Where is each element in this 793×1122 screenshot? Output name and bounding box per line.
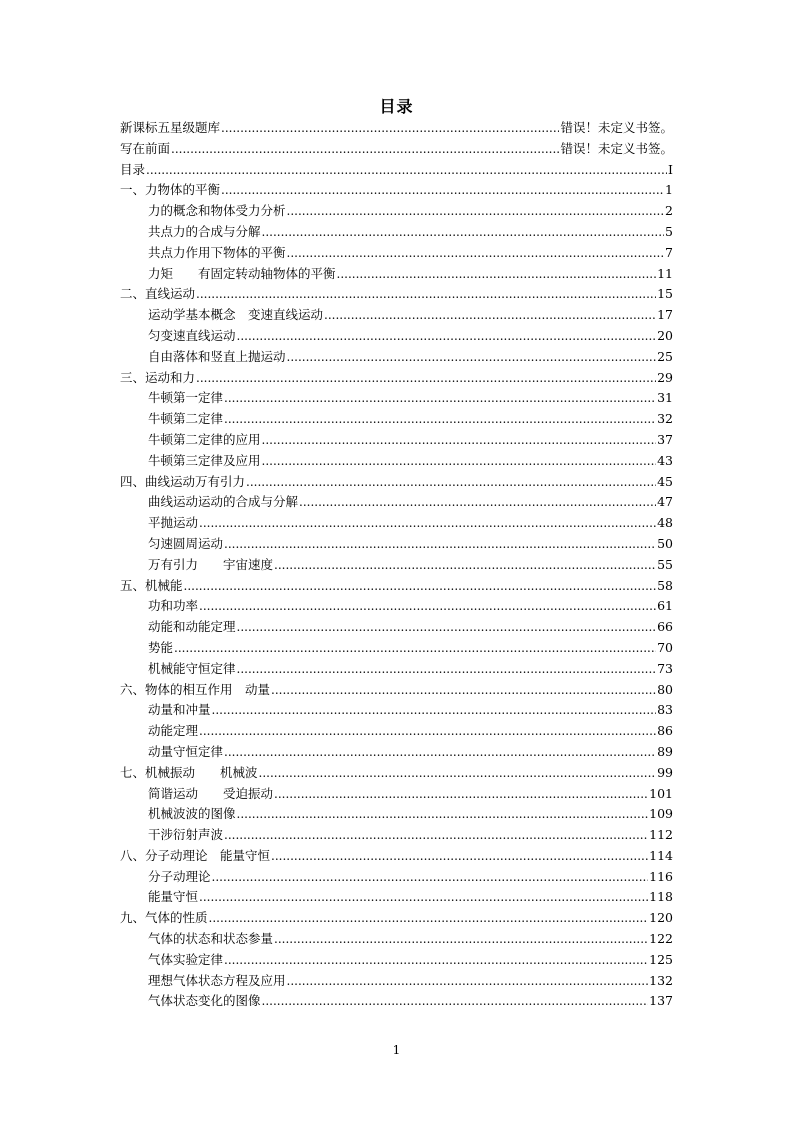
toc-entry-title: 牛顿第二定律的应用 [148, 431, 261, 447]
dot-leader [271, 846, 648, 867]
toc-section-entry[interactable] [120, 201, 673, 222]
toc-chapter-entry[interactable] [120, 763, 673, 784]
toc-entry-title: 力的概念和物体受力分析 [148, 203, 286, 219]
toc-entry-page: 120 [649, 910, 673, 926]
dot-leader [199, 513, 656, 534]
toc-entry-title: 新课标五星级题库 [120, 120, 221, 135]
dot-leader [246, 472, 656, 493]
toc-entry-title: 气体状态变化的图像 [148, 993, 261, 1009]
toc-section-entry[interactable] [120, 950, 673, 971]
toc-entry-title: 平抛运动 [148, 515, 199, 531]
toc-entry-title: 气体实验定律 [148, 951, 224, 967]
dot-leader [224, 409, 656, 430]
dot-leader [221, 118, 559, 139]
dot-leader [224, 950, 648, 971]
toc-entry-page: 7 [665, 244, 673, 260]
dot-leader [184, 576, 657, 597]
toc-section-entry[interactable] [120, 638, 673, 659]
toc-entry-page: 29 [657, 369, 673, 385]
toc-entry-title: 简谐运动 受迫振动 [148, 785, 274, 801]
dot-leader [224, 534, 656, 555]
toc-chapter-entry[interactable] [120, 284, 673, 305]
toc-entry-page: 86 [657, 723, 673, 739]
toc-section-entry[interactable] [120, 555, 673, 576]
toc-section-entry[interactable] [120, 659, 673, 680]
dot-leader [146, 160, 667, 181]
toc-section-entry[interactable] [120, 617, 673, 638]
toc-entry-title: 势能 [148, 639, 174, 655]
toc-entry-page: 48 [657, 515, 673, 531]
toc-entry-title: 曲线运动运动的合成与分解 [148, 494, 299, 510]
toc-entry-page: 2 [665, 203, 673, 219]
toc-chapter-entry[interactable] [120, 118, 673, 139]
dot-leader [287, 347, 657, 368]
toc-section-entry[interactable] [120, 784, 673, 805]
dot-leader [209, 908, 649, 929]
toc-section-entry[interactable] [120, 867, 673, 888]
dot-leader [262, 430, 657, 451]
toc-entry-page: 错误！未定义书签。 [560, 120, 673, 135]
toc-entry-title: 二、直线运动 [120, 286, 196, 302]
dot-leader [262, 222, 665, 243]
dot-leader [287, 243, 665, 264]
dot-leader [237, 326, 657, 347]
toc-entry-page: 错误！未定义书签。 [560, 140, 673, 156]
dot-leader [324, 305, 656, 326]
toc-entry-page: 61 [657, 598, 673, 614]
toc-entry-title: 动量和冲量 [148, 702, 211, 718]
toc-entry-page: 132 [649, 972, 673, 988]
toc-entry-page: 32 [657, 411, 673, 427]
toc-entry-page: 31 [657, 390, 673, 406]
toc-section-entry[interactable] [120, 451, 673, 472]
toc-section-entry[interactable] [120, 721, 673, 742]
toc-entry-page: 70 [657, 639, 673, 655]
toc-chapter-entry[interactable] [120, 368, 673, 389]
toc-entry-title: 牛顿第二定律 [148, 411, 224, 427]
toc-section-entry[interactable] [120, 929, 673, 950]
toc-entry-page: 99 [657, 764, 673, 780]
toc-entry-page: 80 [657, 681, 673, 697]
toc-entry-title: 力矩 有固定转动轴物体的平衡 [148, 265, 336, 281]
toc-entry-page: 50 [657, 535, 673, 551]
toc-entry-page: 122 [649, 931, 673, 947]
toc-entry-page: 17 [657, 307, 673, 323]
toc-entry-title: 运动学基本概念 变速直线运动 [148, 307, 324, 323]
toc-entry-title: 机械波波的图像 [148, 806, 236, 822]
dot-leader [171, 139, 559, 160]
toc-section-entry[interactable] [120, 804, 673, 825]
toc-entry-title: 牛顿第一定律 [148, 390, 224, 406]
toc-entry-title: 功和功率 [148, 598, 199, 614]
toc-entry-title: 共点力作用下物体的平衡 [148, 244, 286, 260]
toc-entry-title: 能量守恒 [148, 889, 199, 905]
toc-entry-page: 101 [649, 785, 673, 801]
toc-section-entry[interactable] [120, 534, 673, 555]
toc-entry-page: 112 [649, 827, 673, 843]
dot-leader [196, 368, 656, 389]
toc-entry-page: 25 [657, 348, 673, 364]
toc-section-entry[interactable] [120, 222, 673, 243]
dot-leader [262, 991, 649, 1012]
toc-section-entry[interactable] [120, 347, 673, 368]
dot-leader [196, 284, 656, 305]
toc-entry-title: 牛顿第三定律及应用 [148, 452, 261, 468]
dot-leader [274, 929, 648, 950]
toc-section-entry[interactable] [120, 388, 673, 409]
toc-entry-title: 自由落体和竖直上抛运动 [148, 348, 286, 364]
toc-entry-page: 118 [649, 889, 673, 905]
toc-entry-title: 理想气体状态方程及应用 [148, 972, 286, 988]
dot-leader [274, 555, 656, 576]
dot-leader [287, 971, 649, 992]
toc-entry-title: 九、气体的性质 [120, 910, 208, 926]
toc-section-entry[interactable] [120, 305, 673, 326]
toc-entry-title: 动能和动能定理 [148, 619, 236, 635]
dot-leader [199, 721, 656, 742]
toc-entry-page: 109 [649, 806, 673, 822]
toc-entry-page: 43 [657, 452, 673, 468]
toc-section-entry[interactable] [120, 430, 673, 451]
toc-chapter-entry[interactable] [120, 576, 673, 597]
toc-entry-title: 动量守恒定律 [148, 743, 224, 759]
page-number: 1 [392, 1043, 401, 1057]
toc-section-entry[interactable] [120, 492, 673, 513]
dot-leader [274, 784, 648, 805]
dot-leader [259, 763, 657, 784]
toc-section-entry[interactable] [120, 991, 673, 1012]
toc-entry-title: 万有引力 宇宙速度 [148, 556, 274, 572]
dot-leader [262, 451, 657, 472]
dot-leader [337, 264, 657, 285]
toc-entry-title: 三、运动和力 [120, 369, 196, 385]
toc-chapter-entry[interactable] [120, 908, 673, 929]
dot-leader [237, 617, 657, 638]
dot-leader [174, 638, 656, 659]
toc-entry-page: I [668, 161, 673, 177]
dot-leader [212, 700, 657, 721]
toc-entry-title: 目录 [120, 161, 146, 177]
toc-entry-page: 1 [665, 182, 673, 198]
toc-section-entry[interactable] [120, 243, 673, 264]
dot-leader [287, 201, 665, 222]
toc-entry-title: 五、机械能 [120, 577, 183, 593]
toc-section-entry[interactable] [120, 700, 673, 721]
toc-section-entry[interactable] [120, 742, 673, 763]
toc-entry-page: 55 [657, 556, 673, 572]
toc-entry-title: 写在前面 [120, 140, 171, 156]
toc-entry-title: 动能定理 [148, 723, 199, 739]
dot-leader [212, 867, 649, 888]
toc-chapter-entry[interactable] [120, 680, 673, 701]
toc-entry-page: 73 [657, 660, 673, 676]
dot-leader [199, 887, 648, 908]
toc-section-entry[interactable] [120, 409, 673, 430]
toc-entry-page: 37 [657, 431, 673, 447]
toc-entry-title: 机械能守恒定律 [148, 660, 236, 676]
toc-title: 目录 [379, 97, 414, 116]
toc-entry-title: 八、分子动理论 能量守恒 [120, 847, 271, 863]
toc-section-entry[interactable] [120, 825, 673, 846]
toc-section-entry[interactable] [120, 513, 673, 534]
toc-entry-page: 137 [649, 993, 673, 1009]
toc-entry-page: 125 [649, 951, 673, 967]
toc-entry-title: 共点力的合成与分解 [148, 223, 261, 239]
dot-leader [237, 659, 657, 680]
toc-entry-page: 58 [657, 577, 673, 593]
toc-entry-title: 一、力物体的平衡 [120, 182, 221, 198]
dot-leader [299, 492, 656, 513]
toc-chapter-entry[interactable] [120, 160, 673, 181]
toc-entry-page: 83 [657, 702, 673, 718]
dot-leader [221, 180, 664, 201]
toc-entry-page: 116 [649, 868, 673, 884]
toc-section-entry[interactable] [120, 971, 673, 992]
toc-entry-title: 六、物体的相互作用 动量 [120, 681, 271, 697]
toc-entry-page: 66 [657, 619, 673, 635]
toc-entry-page: 5 [665, 223, 673, 239]
toc-entry-title: 气体的状态和状态参量 [148, 931, 274, 947]
toc-entry-page: 20 [657, 327, 673, 343]
dot-leader [224, 742, 656, 763]
toc-section-entry[interactable] [120, 596, 673, 617]
toc-section-entry[interactable] [120, 264, 673, 285]
dot-leader [237, 804, 649, 825]
toc-entry-page: 89 [657, 743, 673, 759]
toc-entry-page: 114 [649, 847, 673, 863]
dot-leader [224, 825, 648, 846]
table-of-contents [120, 118, 673, 1012]
toc-chapter-entry[interactable] [120, 139, 673, 160]
toc-entry-title: 干涉衍射声波 [148, 827, 224, 843]
toc-chapter-entry[interactable] [120, 846, 673, 867]
toc-entry-page: 11 [657, 265, 673, 281]
toc-entry-page: 45 [657, 473, 673, 489]
dot-leader [271, 680, 656, 701]
toc-entry-title: 分子动理论 [148, 868, 211, 884]
toc-section-entry[interactable] [120, 887, 673, 908]
toc-section-entry[interactable] [120, 326, 673, 347]
toc-entry-title: 匀速圆周运动 [148, 535, 224, 551]
toc-entry-title: 匀变速直线运动 [148, 327, 236, 343]
toc-chapter-entry[interactable] [120, 472, 673, 493]
toc-entry-title: 七、机械振动 机械波 [120, 764, 258, 780]
toc-entry-page: 15 [657, 286, 673, 302]
dot-leader [199, 596, 656, 617]
dot-leader [224, 388, 656, 409]
toc-chapter-entry[interactable] [120, 180, 673, 201]
toc-entry-title: 四、曲线运动万有引力 [120, 473, 246, 489]
toc-entry-page: 47 [657, 494, 673, 510]
